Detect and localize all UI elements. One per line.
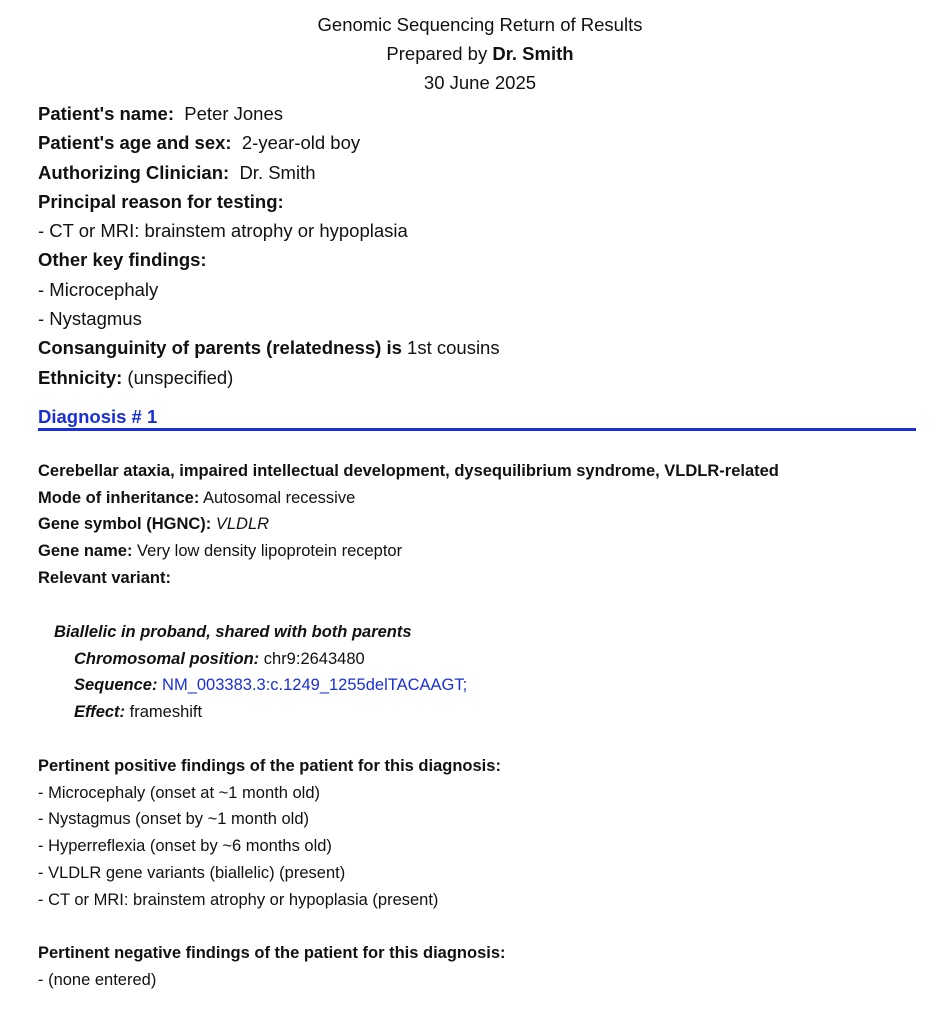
gene-name-row <box>38 538 779 565</box>
reason-label: Principal reason for testing: <box>38 190 284 212</box>
patient-age-sex: 2-year-old boy <box>241 132 361 154</box>
chromosomal-position-row <box>54 646 467 673</box>
negative-finding-item: - (none entered) <box>38 970 157 989</box>
chromosomal-position-value: chr9:2643480 <box>263 649 365 668</box>
report-title: Genomic Sequencing Return of Results <box>317 14 643 35</box>
consanguinity-row <box>38 333 500 362</box>
condition-text: Cerebellar ataxia, impaired intellectual development, dysequilibrium syndrome, VLDLR-related <box>38 462 779 480</box>
negative-findings-label: Pertinent negative findings of the patient for this diagnosis: <box>38 943 506 962</box>
prepared-by-name: Dr. Smith <box>492 43 574 64</box>
inheritance-value: Autosomal recessive <box>203 488 356 507</box>
other-finding-item: - Microcephaly <box>38 278 159 300</box>
consanguinity-label: Consanguinity of parents (relatedness) is <box>38 337 402 359</box>
prepared-by-line <box>0 39 947 68</box>
diagnosis-heading: Diagnosis # 1 <box>38 406 158 427</box>
gene-name-label: Gene name: <box>38 542 133 561</box>
pertinent-findings <box>38 753 506 993</box>
ethnicity-value: (unspecified) <box>127 366 234 388</box>
positive-finding-item: - Microcephaly (onset at ~1 month old) <box>38 783 321 802</box>
patient-age-sex-label: Patient's age and sex: <box>38 132 232 154</box>
inheritance-row <box>38 485 779 512</box>
variant-label: Relevant variant: <box>38 568 171 587</box>
diagnosis-divider <box>38 428 916 431</box>
ethnicity-label: Ethnicity: <box>38 366 123 388</box>
effect-value: frameshift <box>129 703 203 722</box>
sequence-link[interactable]: NM_003383.3:c.1249_1255delTACAAGT; <box>162 676 468 695</box>
prepared-by-prefix: Prepared by <box>386 43 488 64</box>
variant-zygosity <box>54 619 467 646</box>
variant-heading <box>38 565 779 592</box>
other-findings-heading <box>38 245 500 274</box>
other-finding-item: - Nystagmus <box>38 308 142 330</box>
patient-name: Peter Jones <box>184 103 284 124</box>
positive-finding-item: - VLDLR gene variants (biallelic) (present) <box>38 863 346 882</box>
sequence-row <box>54 672 467 699</box>
gene-symbol-row <box>38 511 779 538</box>
positive-finding-item: - CT or MRI: brainstem atrophy or hypoplasia (present) <box>38 890 439 909</box>
effect-label: Effect: <box>74 703 126 722</box>
reason-item: - CT or MRI: brainstem atrophy or hypoplasia <box>38 220 408 242</box>
zygosity-text: Biallelic in proband, shared with both parents <box>54 623 412 641</box>
clinician-label: Authorizing Clinician: <box>38 161 230 183</box>
chromosomal-position-label: Chromosomal position: <box>74 649 260 668</box>
negative-findings-heading <box>38 940 506 967</box>
effect-row <box>54 699 467 726</box>
report-date: 30 June 2025 <box>423 72 537 93</box>
clinician-name: Dr. Smith <box>239 161 316 183</box>
positive-findings-label: Pertinent positive findings of the patient for this diagnosis: <box>38 757 501 775</box>
findings-spacer <box>38 913 506 940</box>
patient-name-label: Patient's name: <box>38 103 174 124</box>
sequence-label: Sequence: <box>74 676 158 695</box>
positive-findings-heading <box>38 753 506 780</box>
patient-name-row <box>38 99 500 128</box>
report-header <box>0 10 947 97</box>
patient-age-sex-row <box>38 128 500 157</box>
ethnicity-row <box>38 363 500 392</box>
other-findings-label: Other key findings: <box>38 249 207 271</box>
patient-info <box>38 99 500 392</box>
reason-heading <box>38 187 500 216</box>
diagnosis-details <box>38 458 779 592</box>
gene-symbol-value: VLDLR <box>215 515 270 534</box>
gene-name-value: Very low density lipoprotein receptor <box>137 542 403 561</box>
gene-symbol-label: Gene symbol (HGNC): <box>38 515 212 534</box>
variant-block <box>54 619 467 726</box>
positive-finding-item: - Hyperreflexia (onset by ~6 months old) <box>38 837 332 856</box>
condition-name <box>38 458 779 485</box>
clinician-row <box>38 158 500 187</box>
positive-finding-item: - Nystagmus (onset by ~1 month old) <box>38 810 309 829</box>
consanguinity-value: 1st cousins <box>407 337 500 359</box>
inheritance-label: Mode of inheritance: <box>38 488 200 507</box>
